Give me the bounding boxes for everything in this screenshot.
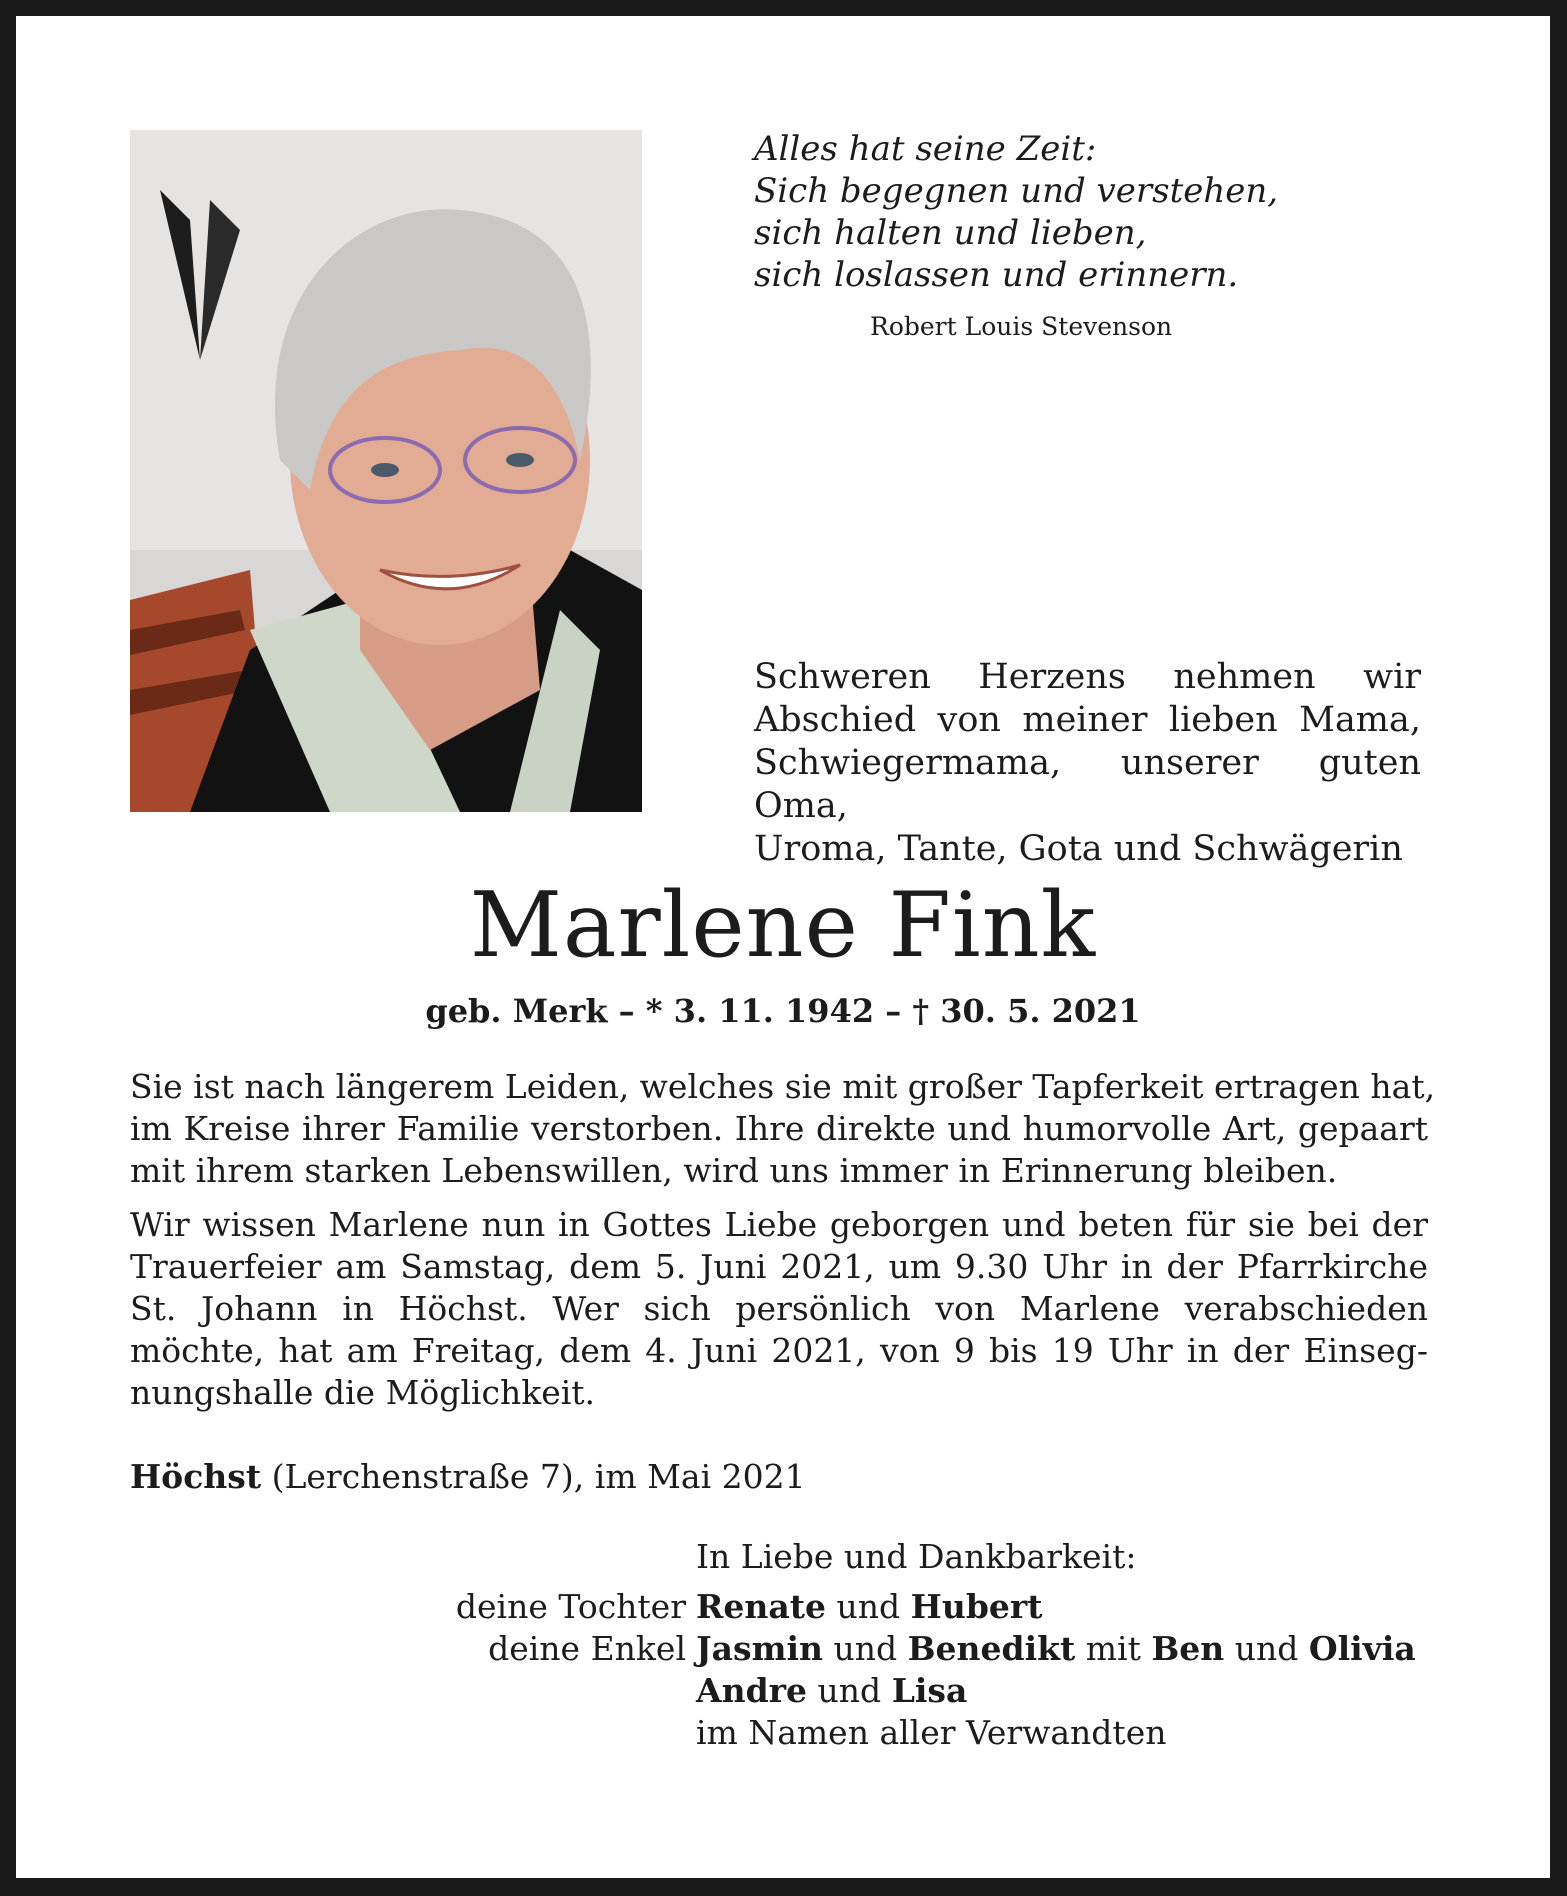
body-line: möchte, hat am Freitag, dem 4. Juni 2021, von 9 bis 19 Uhr in der Einseg- [130, 1331, 1428, 1370]
body-line: nungshalle die Möglichkeit. [130, 1373, 596, 1412]
conjunction: mit [1075, 1629, 1152, 1668]
family-member: Renate [696, 1587, 827, 1626]
family-member: Andre [696, 1671, 808, 1710]
conjunction: und [1224, 1629, 1309, 1668]
body-line: Trauerfeier am Samstag, dem 5. Juni 2021, um 9.30 Uhr in der Pfarrkirche [130, 1247, 1428, 1286]
paragraph-1 [130, 1066, 1436, 1192]
body-line: im Kreise ihrer Familie verstorben. Ihre direkte und humorvolle Art, gepaart [130, 1109, 1428, 1148]
obituary-body [130, 1066, 1436, 1414]
intro-text [754, 656, 1421, 871]
family-member: Jasmin [696, 1629, 824, 1668]
family-label: deine Enkel [488, 1629, 686, 1668]
signoff: In Liebe und Dankbarkeit: [696, 1537, 1137, 1576]
intro-line: Abschied von meiner lieben Mama, [754, 700, 1421, 740]
obituary-page [16, 16, 1550, 1878]
family-row [16, 1670, 1550, 1712]
conjunction: und [826, 1587, 911, 1626]
deceased-dates: geb. Merk – * 3. 11. 1942 – † 30. 5. 2021 [425, 992, 1141, 1030]
intro-line: Schwiegermama, unserer guten Oma, [754, 743, 1421, 826]
family-member: Lisa [891, 1671, 968, 1710]
family-names [696, 1628, 1416, 1670]
family-member: Hubert [910, 1587, 1043, 1626]
family-row [16, 1628, 1550, 1670]
family-label: deine Tochter [455, 1587, 686, 1626]
conjunction: und [807, 1671, 892, 1710]
quote [754, 128, 1279, 296]
portrait-image [130, 130, 642, 812]
place-town: Höchst [130, 1457, 262, 1496]
conjunction: und [823, 1629, 908, 1668]
quote-line: Alles hat seine Zeit: [754, 129, 1097, 169]
quote-line: sich loslassen und erinnern. [754, 255, 1239, 295]
body-line: Sie ist nach längerem Leiden, welches sie mit großer Tapferkeit ertragen hat, [130, 1067, 1436, 1106]
place-date [130, 1456, 1030, 1498]
family-row [16, 1712, 1550, 1754]
intro-line: Schweren Herzens nehmen wir [754, 657, 1421, 697]
intro-line: Uroma, Tante, Gota und Schwägerin [754, 829, 1403, 869]
quote-line: Sich begegnen und verstehen, [754, 171, 1279, 211]
family-member: Ben [1151, 1629, 1225, 1668]
family-member: Benedikt [907, 1629, 1076, 1668]
family-member: Olivia [1308, 1629, 1416, 1668]
place-rest: (Lerchenstraße 7), im Mai 2021 [261, 1457, 806, 1496]
deceased-name: Marlene Fink [469, 873, 1097, 978]
quote-line: sich halten und lieben, [754, 213, 1147, 253]
body-line: St. Johann in Höchst. Wer sich persönlich von Marlene verabschieden [130, 1289, 1428, 1328]
family-names [696, 1586, 1043, 1628]
family-row [16, 1586, 1550, 1628]
body-line: mit ihrem starken Lebenswillen, wird uns immer in Erinnerung bleiben. [130, 1151, 1338, 1190]
portrait-photo [130, 130, 642, 812]
body-line: Wir wissen Marlene nun in Gottes Liebe geborgen und beten für sie bei der [130, 1205, 1428, 1244]
family-closing: im Namen aller Verwandten [696, 1713, 1167, 1752]
paragraph-2 [130, 1204, 1428, 1414]
family-names [696, 1670, 967, 1712]
quote-author: Robert Louis Stevenson [870, 312, 1173, 341]
